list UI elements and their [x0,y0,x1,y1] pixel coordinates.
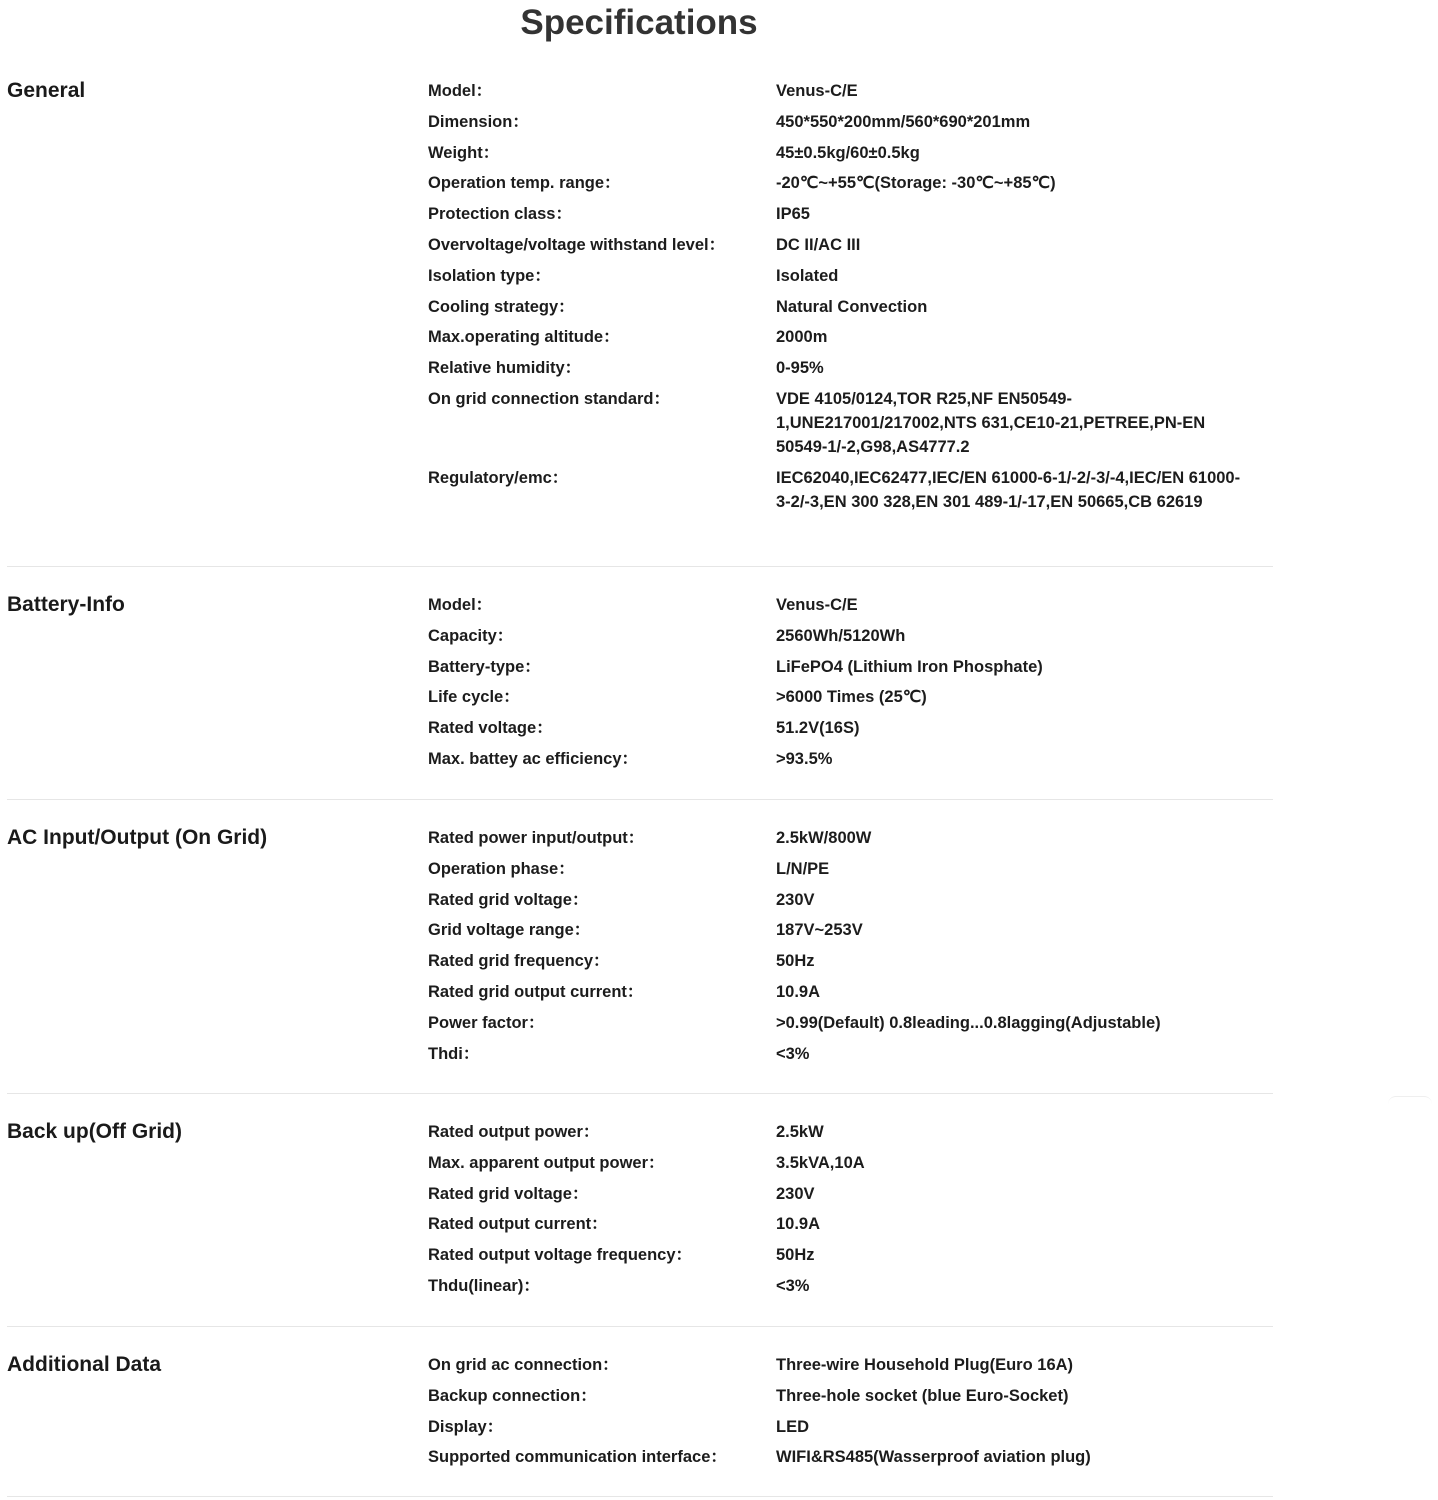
spec-label: Life cycle： [428,688,520,707]
spec-value: <3% [776,1044,810,1063]
spec-label: Capacity： [428,626,514,645]
spec-row [428,233,1273,257]
spec-row [428,141,1273,165]
spec-label: Rated output power： [428,1123,600,1141]
spec-value: -20℃~+55℃(Storage: -30℃~+85℃) [776,174,1056,193]
spec-label: Relative humidity： [428,359,582,378]
spec-row [428,79,1273,103]
spec-value: 2560Wh/5120Wh [776,626,906,645]
spec-value: LED [776,1417,809,1436]
spec-row [428,1011,1273,1035]
spec-value: IP65 [776,205,810,224]
page-title: Specifications [520,3,758,42]
spec-value: 450*550*200mm/560*690*201mm [776,112,1031,131]
spec-row [428,110,1273,134]
spec-value: 10.9A [776,1215,821,1234]
spec-value: Venus-C/E [776,82,858,100]
spec-list [428,79,1273,521]
spec-label: Display： [428,1417,504,1436]
spec-label: Overvoltage/voltage withstand level： [428,235,726,254]
section-title: General [7,79,86,102]
spec-value: 2000m [776,328,828,347]
spec-value: 50Hz [776,1246,815,1265]
spec-label: Rated voltage： [428,719,553,738]
spec-label: Grid voltage range： [428,921,591,940]
spec-list [428,826,1273,1072]
spec-value: 187V~253V [776,921,863,940]
spec-row [428,1243,1273,1267]
spec-list [428,1120,1273,1305]
spec-value: 230V [776,1184,815,1203]
spec-label: Supported communication interface： [428,1448,727,1467]
spec-label: Rated grid voltage： [428,1184,589,1203]
spec-value: 230V [776,890,815,909]
spec-value: LiFePO4 (Lithium Iron Phosphate) [776,657,1043,676]
spec-row [428,1042,1273,1066]
spec-value: 2.5kW [776,1123,824,1141]
spec-value: Three-hole socket (blue Euro-Socket) [776,1386,1069,1405]
spec-value: 45±0.5kg/60±0.5kg [776,143,920,162]
spec-label: Regulatory/emc： [428,468,569,487]
spec-value: 10.9A [776,982,821,1001]
spec-list [428,1353,1273,1476]
spec-value: >0.99(Default) 0.8leading...0.8lagging(Adjustable) [776,1013,1161,1032]
section-divider [7,1093,1273,1094]
spec-row [428,747,1273,771]
spec-label: Model： [428,596,493,614]
spec-value: >6000 Times (25℃) [776,688,927,707]
spec-label: On grid ac connection： [428,1356,619,1374]
section-divider [7,1496,1273,1497]
spec-label: Isolation type： [428,266,551,285]
spec-row [428,655,1273,679]
spec-label: Rated grid frequency： [428,952,610,971]
spec-row [428,949,1273,973]
spec-value: WIFI&RS485(Wasserproof aviation plug) [776,1448,1091,1467]
spec-row [428,593,1273,617]
spec-row [428,888,1273,912]
spec-value: 51.2V(16S) [776,719,860,738]
spec-label: Rated output current： [428,1215,608,1234]
spec-row [428,1445,1273,1469]
spec-value: Natural Convection [776,297,928,316]
spec-label: Rated grid voltage： [428,890,589,909]
spec-row [428,716,1273,740]
spec-value: <3% [776,1276,810,1295]
section-title: Battery-Info [7,593,125,616]
spec-label: Max.operating altitude： [428,328,620,347]
section-title: AC Input/Output (On Grid) [7,826,268,849]
spec-label: Thdu(linear)： [428,1276,540,1295]
spec-label: Operation temp. range： [428,174,621,193]
spec-row [428,387,1273,459]
spec-value: Isolated [776,266,839,285]
spec-value: 3.5kVA,10A [776,1153,865,1172]
spec-value: VDE 4105/0124,TOR R25,NF EN50549-1,UNE217001/217002,NTS 631,CE10-21,PETREE,PN-EN 50549-1/-2,G98,AS4777.2 [776,389,1206,456]
spec-value: L/N/PE [776,859,830,878]
spec-row [428,980,1273,1004]
spec-value: 2.5kW/800W [776,829,872,847]
section-divider [7,799,1273,800]
spec-label: Rated grid output current： [428,982,644,1001]
spec-row [428,1415,1273,1439]
spec-row [428,325,1273,349]
spec-row [428,826,1273,850]
section-divider [7,1326,1273,1327]
spec-row [428,624,1273,648]
spec-label: Rated power input/output： [428,829,645,847]
spec-label: Battery-type： [428,657,541,676]
spec-label: Protection class： [428,205,572,224]
spec-label: Max. battey ac efficiency： [428,749,639,768]
edge-decoration [1388,1096,1432,1105]
section-title: Additional Data [7,1353,162,1376]
spec-row [428,918,1273,942]
spec-row [428,1182,1273,1206]
spec-row [428,171,1273,195]
spec-label: Backup connection： [428,1386,597,1405]
spec-row [428,356,1273,380]
spec-row [428,264,1273,288]
spec-row [428,1353,1273,1377]
spec-row [428,1274,1273,1298]
spec-list [428,593,1273,778]
spec-row [428,857,1273,881]
spec-row [428,1151,1273,1175]
spec-label: Cooling strategy： [428,297,575,316]
spec-row [428,1212,1273,1236]
spec-value: 50Hz [776,952,815,971]
spec-value: Venus-C/E [776,596,858,614]
spec-row [428,295,1273,319]
spec-row [428,685,1273,709]
spec-label: Model： [428,82,493,100]
spec-label: Power factor： [428,1013,545,1032]
spec-label: Dimension： [428,112,529,131]
spec-label: Thdi： [428,1044,480,1063]
spec-row [428,1120,1273,1144]
spec-label: Operation phase： [428,859,575,878]
spec-label: Rated output voltage frequency： [428,1246,693,1265]
spec-label: Max. apparent output power： [428,1153,665,1172]
spec-value: IEC62040,IEC62477,IEC/EN 61000-6-1/-2/-3/-4,IEC/EN 61000-3-2/-3,EN 300 328,EN 301 489-1/-17,EN 50665,CB 62619 [776,468,1241,511]
spec-row [428,466,1273,514]
section-title: Back up(Off Grid) [7,1120,183,1143]
spec-label: On grid connection standard： [428,389,671,408]
spec-value: Three-wire Household Plug(Euro 16A) [776,1356,1074,1374]
spec-row [428,202,1273,226]
spec-value: DC II/AC III [776,235,861,254]
spec-value: 0-95% [776,359,824,378]
section-divider [7,566,1273,567]
spec-row [428,1384,1273,1408]
spec-value: >93.5% [776,749,833,768]
spec-label: Weight： [428,143,500,162]
